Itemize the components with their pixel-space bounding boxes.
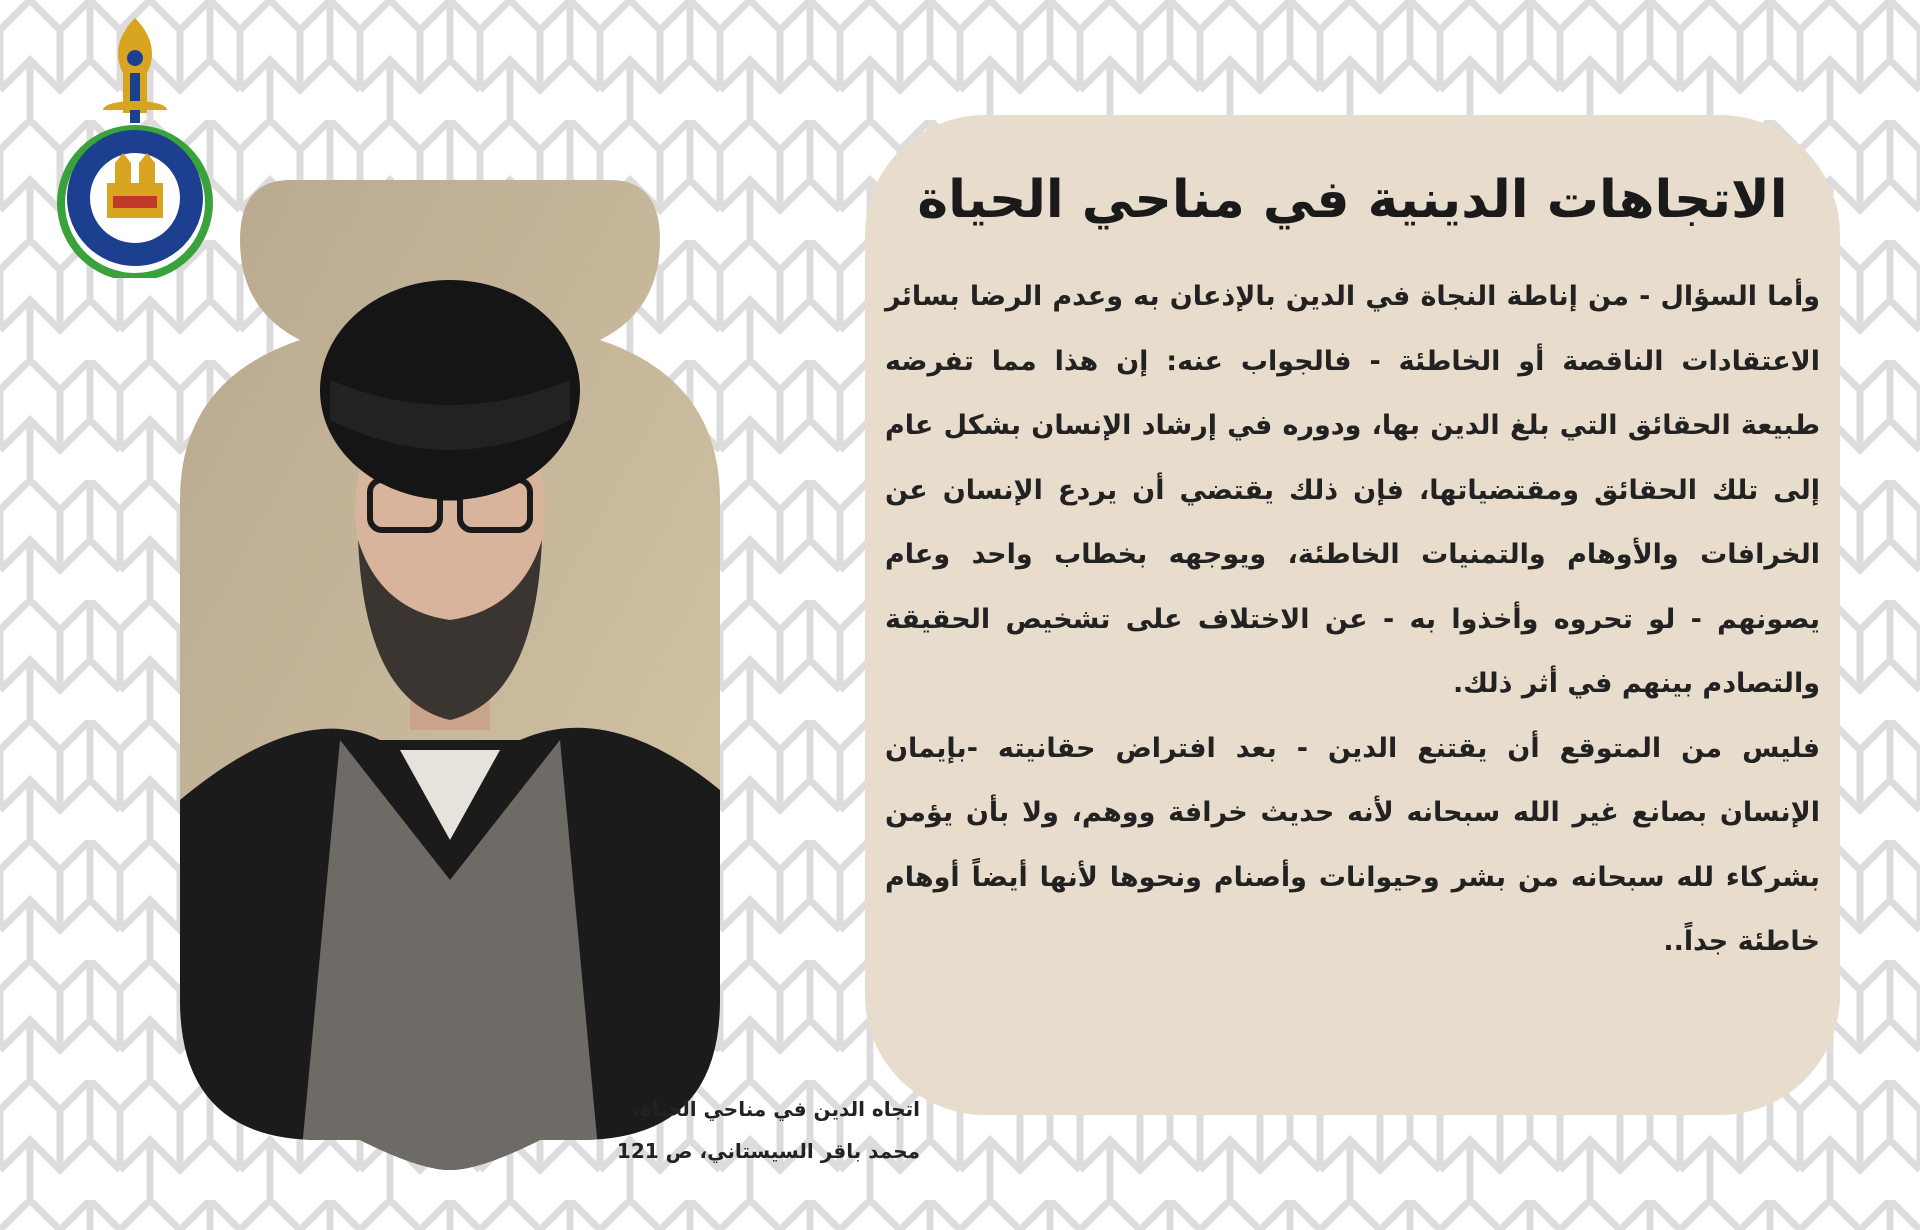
card-title: الاتجاهات الدينية في مناحي الحياة — [917, 170, 1788, 230]
portrait-image — [180, 180, 720, 1170]
portrait-frame — [180, 180, 720, 1170]
caption-line-1: اتجاه الدين في مناحي الحياة، — [632, 1097, 920, 1121]
source-caption — [540, 1088, 920, 1172]
paragraph-2: فليس من المتوقع أن يقتنع الدين - بعد افتراض حقانيته -بإيمان الإنسان بصانع غير الله سبحانه لأنه حديث خرافة ووهم، ولا بأن يؤمن بشركاء لله سبحانه من بشر وحيوانات وأصنام ونحوها لأنها أيضاً أوهام خاطئة جداً.. — [885, 732, 1820, 957]
card-body — [885, 265, 1820, 975]
quote-card — [865, 115, 1840, 1115]
paragraph-1: وأما السؤال - من إناطة النجاة في الدين بالإذعان به وعدم الرضا بسائر الاعتقادات الناقصة أو الخاطئة - فالجواب عنه: إن هذا مما تفرضه طبيعة الحقائق التي بلغ الدين بها، ودوره في إرشاد الإنسان بشكل عام إلى تلك الحقائق ومقتضياتها، فإن ذلك يقتضي أن يردع الإنسان عن الخرافات والأوهام والتمنيات الخاطئة، ويوجهه بخطاب واحد وعام يصونهم - لو تحروه وأخذوا به - عن الاختلاف على تشخيص الحقيقة والتصادم بينهم في أثر ذلك. — [885, 281, 1820, 699]
caption-line-2: محمد باقر السيستاني، ص 121 — [616, 1139, 920, 1163]
